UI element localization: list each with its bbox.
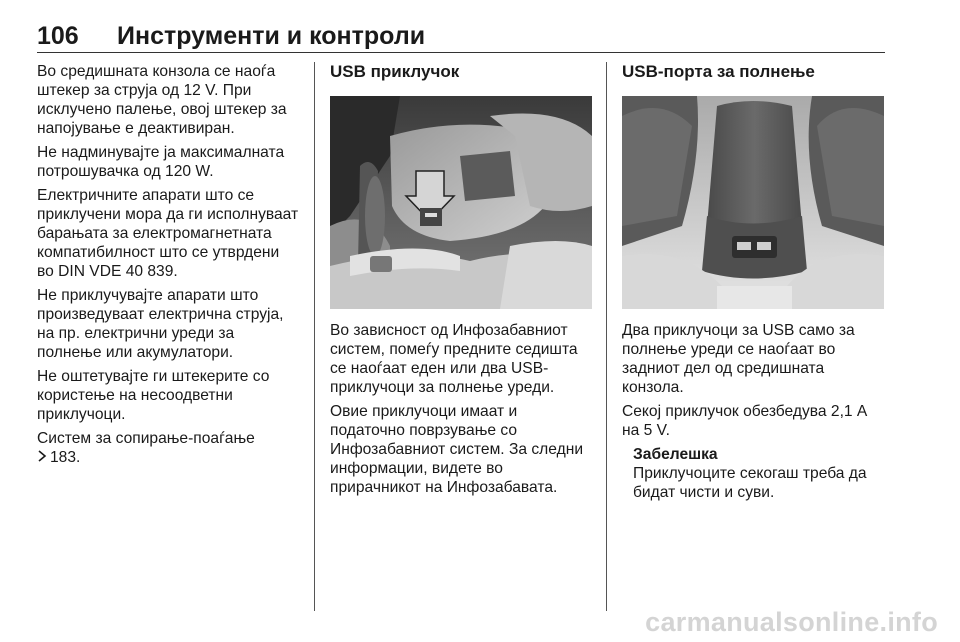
- column-usb-charging: [622, 62, 885, 502]
- column-divider: [314, 62, 315, 611]
- watermark: carmanualsonline.info: [645, 607, 938, 637]
- page-number: 106: [37, 22, 79, 50]
- paragraph: Во зависност од Инфозабавниот систем, помеѓу предните седишта се наоѓаат еден или два USB-приклучоци за полнење уреди.: [330, 322, 578, 396]
- paragraph: Секој приклучок обезбедува 2,1 A на 5 V.: [622, 403, 867, 439]
- usb-charging-figure: [622, 96, 884, 309]
- column-divider: [606, 62, 607, 611]
- paragraph: Електричните апарати што се приклучени мора да ги исполнуваат барањата за електромагнетната компатибилност што се утврдени во DIN VDE 40 839.: [37, 187, 299, 280]
- paragraph: Два приклучоци за USB само за полнење уреди се наоѓаат во задниот дел од средишната конзола.: [622, 322, 855, 396]
- note-text: Приклучоците секогаш треба да бидат чисти и суви.: [633, 465, 867, 501]
- paragraph: Не оштетувајте ги штекерите со користење на несоодветни приклучоци.: [37, 368, 270, 423]
- page-reference-arrow-icon: [37, 449, 47, 468]
- paragraph: Не надминувајте ја максималната потрошувачка од 120 W.: [37, 144, 285, 180]
- paragraph: Не приклучувајте апарати што произведуваат електрична струја, на пр. електрични уреди за полнење или акумулатори.: [37, 287, 284, 361]
- cross-reference[interactable]: [37, 429, 299, 468]
- note-title: Забелешка: [633, 446, 718, 463]
- cross-reference-text: Систем за сопирање-поаѓање: [37, 430, 255, 447]
- paragraph: Во средишната конзола се наоѓа штекер за струја од 12 V. При исклучено палење, овој штекер за напојување е деактивиран.: [37, 63, 287, 137]
- section-heading: USB приклучок: [330, 62, 460, 81]
- section-heading: USB-порта за полнење: [622, 62, 815, 81]
- usb-port-figure: [330, 96, 592, 309]
- paragraph: Овие приклучоци имаат и податочно поврзување со Инфозабавниот систем. За следни информации, видете во прирачникот на Инфозабавата.: [330, 403, 584, 496]
- column-power-outlet: [37, 62, 299, 473]
- page-header: [37, 20, 885, 53]
- chapter-title: Инструменти и контроли: [117, 22, 426, 50]
- cross-reference-page: 183.: [50, 449, 81, 466]
- note-box: [633, 445, 885, 502]
- column-usb-port: [330, 62, 592, 502]
